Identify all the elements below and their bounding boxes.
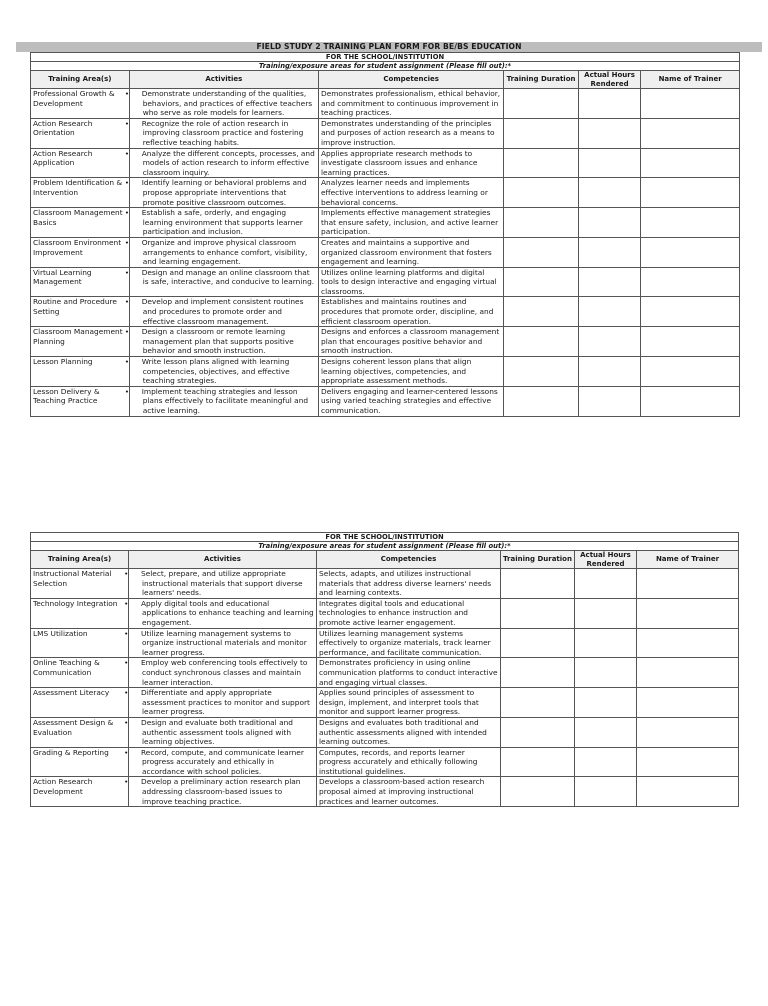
trainer-input-cell[interactable]: [641, 118, 740, 148]
training-area-cell: Classroom Management Planning: [31, 327, 130, 357]
activity-cell: [124, 208, 318, 238]
bullet-icon: •: [124, 327, 130, 337]
activity-text: Design and evaluate both traditional and authentic assessment tools aligned with learning objectives.: [141, 717, 293, 747]
competency-cell: Delivers engaging and learner-centered lessons using varied teaching strategies and effective communication.: [319, 386, 504, 416]
trainer-input-cell[interactable]: [637, 688, 739, 718]
hours-input-cell[interactable]: [575, 747, 637, 777]
table-row: [31, 297, 740, 327]
table-row: [31, 747, 739, 777]
duration-input-cell[interactable]: [504, 89, 579, 119]
training-area-cell: Lesson Planning: [31, 357, 130, 387]
activity-cell: [124, 357, 318, 387]
table-row: [31, 89, 740, 119]
activity-text: Design and manage an online classroom that is safe, interactive, and conducive to learning.: [141, 267, 315, 287]
activity-text: Record, compute, and communicate learner progress accurately and ethically in accordance with school policies.: [141, 747, 304, 776]
bullet-icon: •: [124, 208, 130, 218]
competency-cell: Designs and enforces a classroom management plan that encourages positive behavior and smooth instruction.: [319, 327, 504, 357]
col-header-trainer: Name of Trainer: [641, 71, 740, 89]
activity-cell: [124, 327, 318, 357]
activity-text: Implement teaching strategies and lesson plans effectively to facilitate meaningful and active learning.: [141, 386, 309, 415]
training-plan-sheet-2: [30, 532, 738, 807]
duration-input-cell[interactable]: [501, 747, 575, 777]
activity-cell: [124, 717, 317, 747]
activity-cell: [124, 118, 318, 148]
bullet-icon: •: [124, 569, 129, 578]
bullet-icon: •: [124, 267, 130, 277]
table-row: [31, 386, 740, 416]
table-row: [31, 357, 740, 387]
col-header-activities-2: Activities: [129, 551, 317, 569]
table-row: [31, 688, 739, 718]
duration-input-cell[interactable]: [504, 386, 579, 416]
col-header-activities: Activities: [129, 71, 318, 89]
activity-cell: [124, 688, 317, 718]
duration-input-cell[interactable]: [501, 658, 575, 688]
col-header-hours-2: Actual Hours Rendered: [575, 551, 637, 569]
bullet-icon: •: [124, 386, 130, 396]
bullet-icon: •: [124, 118, 130, 128]
activity-cell: [124, 237, 318, 267]
bullet-icon: •: [124, 747, 129, 757]
training-area-cell: Action Research Development: [31, 777, 129, 807]
training-area-cell: Grading & Reporting: [31, 747, 129, 777]
training-area-cell: Professional Growth & Development: [31, 89, 130, 119]
table-row: [31, 569, 739, 599]
bullet-icon: •: [124, 658, 129, 668]
training-area-cell: Assessment Design & Evaluation: [31, 717, 129, 747]
training-area-cell: Problem Identification & Intervention: [31, 178, 130, 208]
activity-text: Demonstrate understanding of the qualities, behaviors, and practices of effective teachers who serve as role models for learners.: [141, 89, 313, 118]
activity-text: Develop and implement consistent routines and procedures to promote order and effective classroom management.: [141, 297, 304, 326]
table-row: [31, 178, 740, 208]
activity-cell: [124, 267, 318, 297]
trainer-input-cell[interactable]: [641, 357, 740, 387]
table-row: [31, 598, 739, 628]
training-area-cell: Action Research Orientation: [31, 118, 130, 148]
bullet-icon: •: [124, 717, 129, 727]
trainer-input-cell[interactable]: [641, 297, 740, 327]
section-header: FOR THE SCHOOL/INSTITUTION: [31, 53, 740, 62]
activity-text: Organize and improve physical classroom arrangements to enhance comfort, visibility, and learning engagement.: [141, 237, 308, 267]
table-row: [31, 777, 739, 807]
competency-cell: Utilizes learning management systems effectively to organize materials, track learner performance, and facilitate communication.: [317, 628, 501, 658]
duration-input-cell[interactable]: [504, 118, 579, 148]
competency-cell: Computes, records, and reports learner progress accurately and ethically following institutional guidelines.: [317, 747, 501, 777]
bullet-icon: •: [124, 357, 130, 367]
activity-cell: [124, 89, 318, 119]
activity-cell: [124, 658, 317, 688]
hours-input-cell[interactable]: [578, 118, 640, 148]
trainer-input-cell[interactable]: [641, 237, 740, 267]
competency-cell: Creates and maintains a supportive and organized classroom environment that fosters engagement and learning.: [319, 237, 504, 267]
hours-input-cell[interactable]: [578, 208, 640, 238]
hours-input-cell[interactable]: [575, 777, 637, 807]
activity-cell: [124, 178, 318, 208]
duration-input-cell[interactable]: [501, 569, 575, 599]
table-row: [31, 327, 740, 357]
table-row: [31, 208, 740, 238]
training-area-cell: Online Teaching & Communication: [31, 658, 129, 688]
competency-cell: Selects, adapts, and utilizes instructional materials that address diverse learners' needs and learning contexts.: [317, 569, 501, 599]
trainer-input-cell[interactable]: [637, 628, 739, 658]
activity-cell: [124, 628, 317, 658]
hours-input-cell[interactable]: [575, 688, 637, 718]
activity-text: Establish a safe, orderly, and engaging learning environment that supports learner participation and inclusion.: [141, 208, 303, 237]
competency-cell: Analyzes learner needs and implements effective interventions to address learning or behavioral concerns.: [319, 178, 504, 208]
activity-cell: [124, 148, 318, 178]
table-row: [31, 237, 740, 267]
competency-cell: Develops a classroom-based action research proposal aimed at improving instructional practices and learner outcomes.: [317, 777, 501, 807]
training-area-cell: Classroom Environment Improvement: [31, 237, 130, 267]
form-title: FIELD STUDY 2 TRAINING PLAN FORM FOR BE/BS EDUCATION: [16, 42, 762, 52]
hours-input-cell[interactable]: [578, 89, 640, 119]
activity-cell: [124, 777, 317, 807]
section-subheader-2: Training/exposure areas for student assignment (Please fill out):*: [31, 542, 739, 551]
bullet-icon: •: [124, 688, 129, 698]
bullet-icon: •: [124, 89, 130, 98]
training-area-cell: Action Research Application: [31, 148, 130, 178]
hours-input-cell[interactable]: [578, 357, 640, 387]
activity-text: Employ web conferencing tools effectively to conduct synchronous classes and maintain learner interaction.: [141, 658, 308, 687]
activity-cell: [124, 598, 317, 628]
duration-input-cell[interactable]: [504, 267, 579, 297]
trainer-input-cell[interactable]: [641, 327, 740, 357]
activity-cell: [124, 297, 318, 327]
bullet-icon: •: [124, 178, 130, 188]
bullet-icon: •: [124, 148, 130, 158]
table-row: [31, 118, 740, 148]
trainer-input-cell[interactable]: [641, 148, 740, 178]
activity-cell: [124, 747, 317, 777]
competency-cell: Utilizes online learning platforms and digital tools to design interactive and engaging virtual classrooms.: [319, 267, 504, 297]
bullet-icon: •: [124, 777, 129, 787]
training-table-1: [30, 52, 740, 417]
training-table-2: [30, 532, 739, 807]
col-header-trainer-2: Name of Trainer: [637, 551, 739, 569]
training-area-cell: Technology Integration: [31, 598, 129, 628]
duration-input-cell[interactable]: [501, 598, 575, 628]
col-header-duration-2: Training Duration: [501, 551, 575, 569]
competency-cell: Applies sound principles of assessment to design, implement, and interpret tools that monitor and support learner progress.: [317, 688, 501, 718]
training-area-cell: Assessment Literacy: [31, 688, 129, 718]
trainer-input-cell[interactable]: [641, 386, 740, 416]
duration-input-cell[interactable]: [501, 688, 575, 718]
trainer-input-cell[interactable]: [637, 717, 739, 747]
competency-cell: Demonstrates professionalism, ethical behavior, and commitment to continuous improvement in teaching practices.: [319, 89, 504, 119]
activity-text: Analyze the different concepts, processes, and models of action research to inform effective classroom inquiry.: [141, 148, 315, 177]
hours-input-cell[interactable]: [578, 267, 640, 297]
hours-input-cell[interactable]: [575, 628, 637, 658]
trainer-input-cell[interactable]: [641, 89, 740, 119]
hours-input-cell[interactable]: [578, 386, 640, 416]
trainer-input-cell[interactable]: [637, 569, 739, 599]
training-area-cell: Lesson Delivery & Teaching Practice: [31, 386, 130, 416]
activity-text: Recognize the role of action research in improving classroom practice and fostering reflective teaching habits.: [141, 118, 304, 147]
trainer-input-cell[interactable]: [641, 178, 740, 208]
training-area-cell: LMS Utilization: [31, 628, 129, 658]
duration-input-cell[interactable]: [504, 297, 579, 327]
competency-cell: Integrates digital tools and educational technologies to enhance instruction and promote active learner engagement.: [317, 598, 501, 628]
trainer-input-cell[interactable]: [637, 658, 739, 688]
col-header-competencies-2: Competencies: [317, 551, 501, 569]
duration-input-cell[interactable]: [504, 208, 579, 238]
col-header-competencies: Competencies: [319, 71, 504, 89]
hours-input-cell[interactable]: [578, 148, 640, 178]
col-header-area-2: Training Area(s): [31, 551, 129, 569]
activity-text: Apply digital tools and educational applications to enhance teaching and learning engagement.: [141, 598, 314, 627]
competency-cell: Designs and evaluates both traditional and authentic assessments aligned with intended learning outcomes.: [317, 717, 501, 747]
hours-input-cell[interactable]: [578, 237, 640, 267]
training-area-cell: Instructional Material Selection: [31, 569, 129, 599]
table-row: [31, 658, 739, 688]
section-header-2: FOR THE SCHOOL/INSTITUTION: [31, 533, 739, 542]
col-header-duration: Training Duration: [504, 71, 579, 89]
competency-cell: Demonstrates proficiency in using online communication platforms to conduct interactive and engaging virtual classes.: [317, 658, 501, 688]
col-header-area: Training Area(s): [31, 71, 130, 89]
training-plan-sheet-1: [18, 42, 740, 417]
trainer-input-cell[interactable]: [637, 747, 739, 777]
trainer-input-cell[interactable]: [637, 598, 739, 628]
trainer-input-cell[interactable]: [637, 777, 739, 807]
section-subheader: Training/exposure areas for student assignment (Please fill out):*: [31, 62, 740, 71]
duration-input-cell[interactable]: [501, 628, 575, 658]
training-area-cell: Virtual Learning Management: [31, 267, 130, 297]
hours-input-cell[interactable]: [575, 658, 637, 688]
duration-input-cell[interactable]: [501, 717, 575, 747]
activity-text: Design a classroom or remote learning management plan that supports positive behavior and smooth instruction.: [141, 327, 294, 356]
table-row: [31, 628, 739, 658]
table-row: [31, 148, 740, 178]
activity-text: Identify learning or behavioral problems and propose appropriate interventions that promote positive classroom outcomes.: [141, 178, 307, 207]
duration-input-cell[interactable]: [504, 357, 579, 387]
activity-cell: [124, 569, 317, 599]
duration-input-cell[interactable]: [504, 237, 579, 267]
hours-input-cell[interactable]: [575, 598, 637, 628]
trainer-input-cell[interactable]: [641, 208, 740, 238]
activity-text: Utilize learning management systems to organize instructional materials and monitor learner progress.: [141, 628, 307, 657]
bullet-icon: •: [124, 628, 129, 638]
duration-input-cell[interactable]: [501, 777, 575, 807]
duration-input-cell[interactable]: [504, 178, 579, 208]
duration-input-cell[interactable]: [504, 148, 579, 178]
activity-text: Select, prepare, and utilize appropriate instructional materials that support diverse learners' needs.: [141, 569, 303, 598]
bullet-icon: •: [124, 598, 129, 608]
hours-input-cell[interactable]: [575, 569, 637, 599]
hours-input-cell[interactable]: [575, 717, 637, 747]
competency-cell: Demonstrates understanding of the principles and purposes of action research as a means to improve instruction.: [319, 118, 504, 148]
training-area-cell: Classroom Management Basics: [31, 208, 130, 238]
training-area-cell: Routine and Procedure Setting: [31, 297, 130, 327]
table-row: [31, 717, 739, 747]
hours-input-cell[interactable]: [578, 297, 640, 327]
competency-cell: Implements effective management strategies that ensure safety, inclusion, and active learner participation.: [319, 208, 504, 238]
col-header-hours: Actual Hours Rendered: [578, 71, 640, 89]
bullet-icon: •: [124, 297, 130, 307]
activity-cell: [124, 386, 318, 416]
activity-text: Write lesson plans aligned with learning competencies, objectives, and effective teaching strategies.: [141, 357, 290, 386]
activity-text: Differentiate and apply appropriate assessment practices to monitor and support learner progress.: [141, 688, 310, 717]
trainer-input-cell[interactable]: [641, 267, 740, 297]
hours-input-cell[interactable]: [578, 327, 640, 357]
activity-text: Develop a preliminary action research plan addressing classroom-based issues to improve teaching practice.: [141, 777, 301, 806]
table-row: [31, 267, 740, 297]
competency-cell: Designs coherent lesson plans that align learning objectives, competencies, and appropriate assessment methods.: [319, 357, 504, 387]
duration-input-cell[interactable]: [504, 327, 579, 357]
competency-cell: Establishes and maintains routines and procedures that promote order, discipline, and efficient classroom operation.: [319, 297, 504, 327]
hours-input-cell[interactable]: [578, 178, 640, 208]
bullet-icon: •: [124, 237, 130, 247]
competency-cell: Applies appropriate research methods to investigate classroom issues and enhance learning practices.: [319, 148, 504, 178]
